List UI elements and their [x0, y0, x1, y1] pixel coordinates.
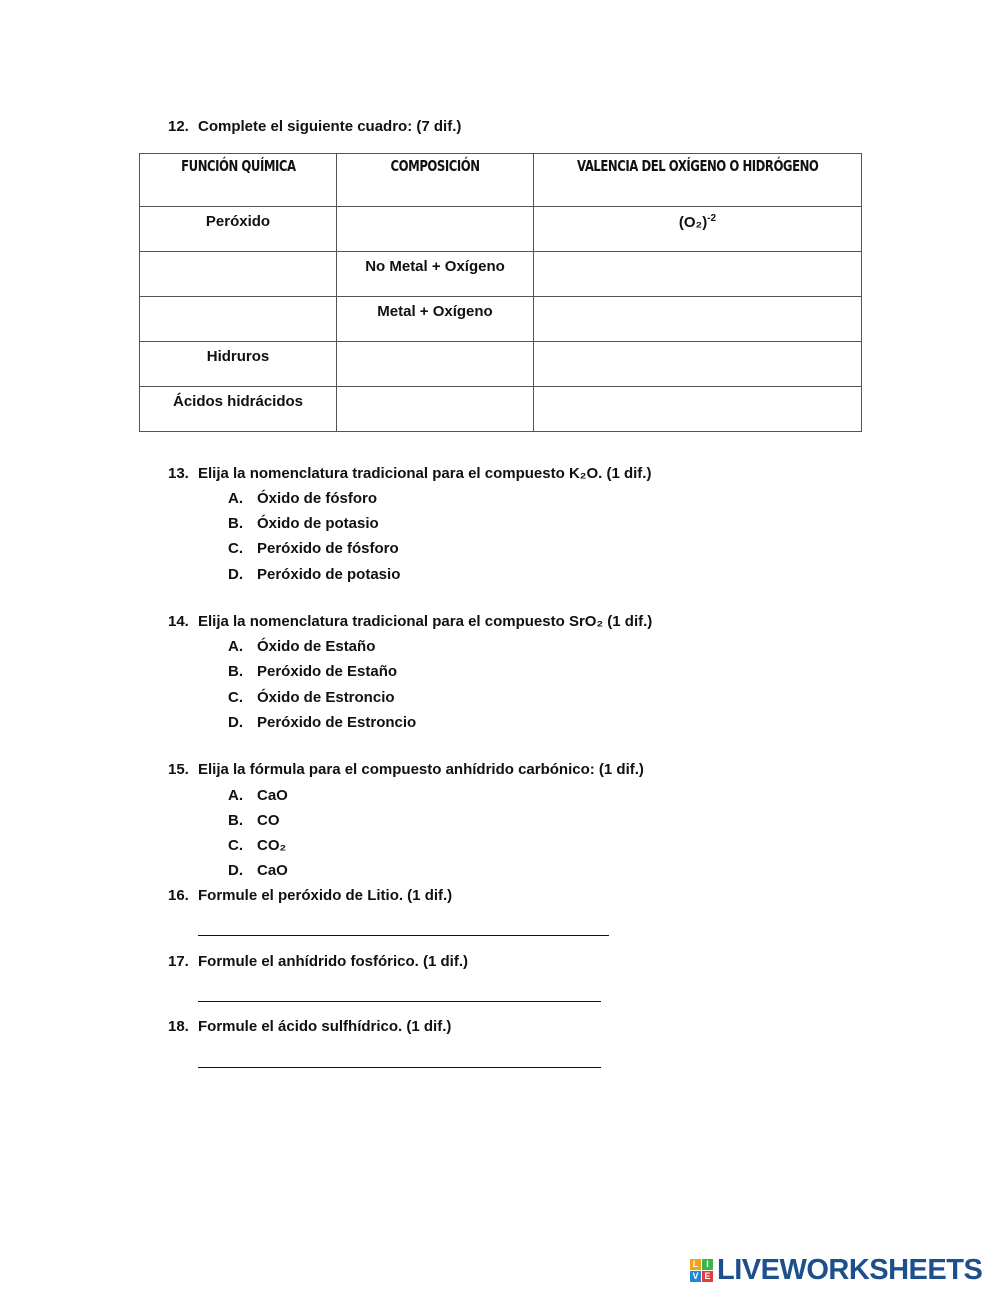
answer-line-18[interactable] — [198, 1067, 601, 1068]
table-row — [140, 342, 862, 387]
table-cell-input[interactable] — [337, 387, 534, 432]
option-d[interactable]: D. Peróxido de Estroncio — [228, 714, 417, 731]
table-cell: No Metal + Oxígeno — [337, 252, 534, 297]
question-number: 18. — [168, 1018, 189, 1035]
option-b[interactable]: B. Óxido de potasio — [228, 515, 379, 532]
question-number: 15. — [168, 761, 189, 778]
header-composicion: COMPOSICIÓN — [337, 154, 534, 207]
table-row — [140, 207, 862, 252]
table-cell: Hidruros — [140, 342, 337, 387]
question-12 — [168, 118, 461, 135]
question-text: Formule el anhídrido fosfórico. (1 dif.) — [198, 953, 469, 970]
question-13 — [168, 465, 651, 482]
option-b[interactable]: B. Peróxido de Estaño — [228, 663, 398, 680]
question-text: Complete el siguiente cuadro: (7 dif.) — [198, 118, 462, 135]
logo-text: LIVEWORKSHEETS — [717, 1253, 983, 1286]
question-14 — [168, 613, 652, 630]
question-16 — [168, 887, 452, 904]
question-number: 17. — [168, 953, 189, 970]
answer-line-16[interactable] — [198, 935, 609, 936]
table-cell-input[interactable] — [140, 252, 337, 297]
question-text: Formule el peróxido de Litio. (1 dif.) — [198, 887, 453, 904]
option-a[interactable]: A. Óxido de Estaño — [228, 638, 376, 655]
question-number: 16. — [168, 887, 189, 904]
question-text: Formule el ácido sulfhídrico. (1 dif.) — [198, 1018, 452, 1035]
option-c[interactable]: C. Óxido de Estroncio — [228, 689, 395, 706]
header-funcion: FUNCIÓN QUÍMICA — [140, 154, 337, 207]
superscript: -2 — [707, 213, 717, 224]
question-number: 13. — [168, 465, 189, 482]
header-valencia: VALENCIA DEL OXÍGENO O HIDRÓGENO — [534, 154, 862, 207]
table-cell-input[interactable] — [337, 342, 534, 387]
question-text: Elija la nomenclatura tradicional para el compuesto K₂O. (1 dif.) — [198, 465, 652, 482]
logo-mark-icon: L I V E — [690, 1259, 713, 1282]
table-cell: $(O_2)^{-2}$ — [534, 207, 862, 252]
table-cell-input[interactable] — [534, 297, 862, 342]
table-cell: Ácidos hidrácidos — [140, 387, 337, 432]
option-b[interactable]: B. CO — [228, 812, 280, 829]
option-d[interactable]: D. Peróxido de potasio — [228, 566, 401, 583]
question-number: 12. — [168, 118, 189, 135]
table-cell: Peróxido — [140, 207, 337, 252]
table-cell-input[interactable] — [534, 387, 862, 432]
table-cell-input[interactable] — [140, 297, 337, 342]
option-a[interactable]: A. Óxido de fósforo — [228, 490, 377, 507]
table-header-row — [140, 154, 862, 207]
question-text: Elija la fórmula para el compuesto anhídrido carbónico: (1 dif.) — [198, 761, 644, 778]
answer-line-17[interactable] — [198, 1001, 601, 1002]
question-18 — [168, 1018, 451, 1035]
option-d[interactable]: D. CaO — [228, 862, 288, 879]
question-text: Elija la nomenclatura tradicional para el compuesto SrO₂ (1 dif.) — [198, 613, 653, 630]
table-row — [140, 252, 862, 297]
table-cell-input[interactable] — [337, 207, 534, 252]
table-cell-input[interactable] — [534, 342, 862, 387]
table-cell: Metal + Oxígeno — [337, 297, 534, 342]
question-number: 14. — [168, 613, 189, 630]
table-cell-input[interactable] — [534, 252, 862, 297]
table-row — [140, 297, 862, 342]
question-17 — [168, 953, 468, 970]
question-15 — [168, 761, 644, 778]
option-a[interactable]: A. CaO — [228, 787, 288, 804]
chemistry-table — [139, 153, 862, 432]
liveworksheets-logo — [690, 1254, 982, 1286]
option-c[interactable]: C. CO₂ — [228, 837, 287, 854]
table-row — [140, 387, 862, 432]
option-c[interactable]: C. Peróxido de fósforo — [228, 540, 399, 557]
